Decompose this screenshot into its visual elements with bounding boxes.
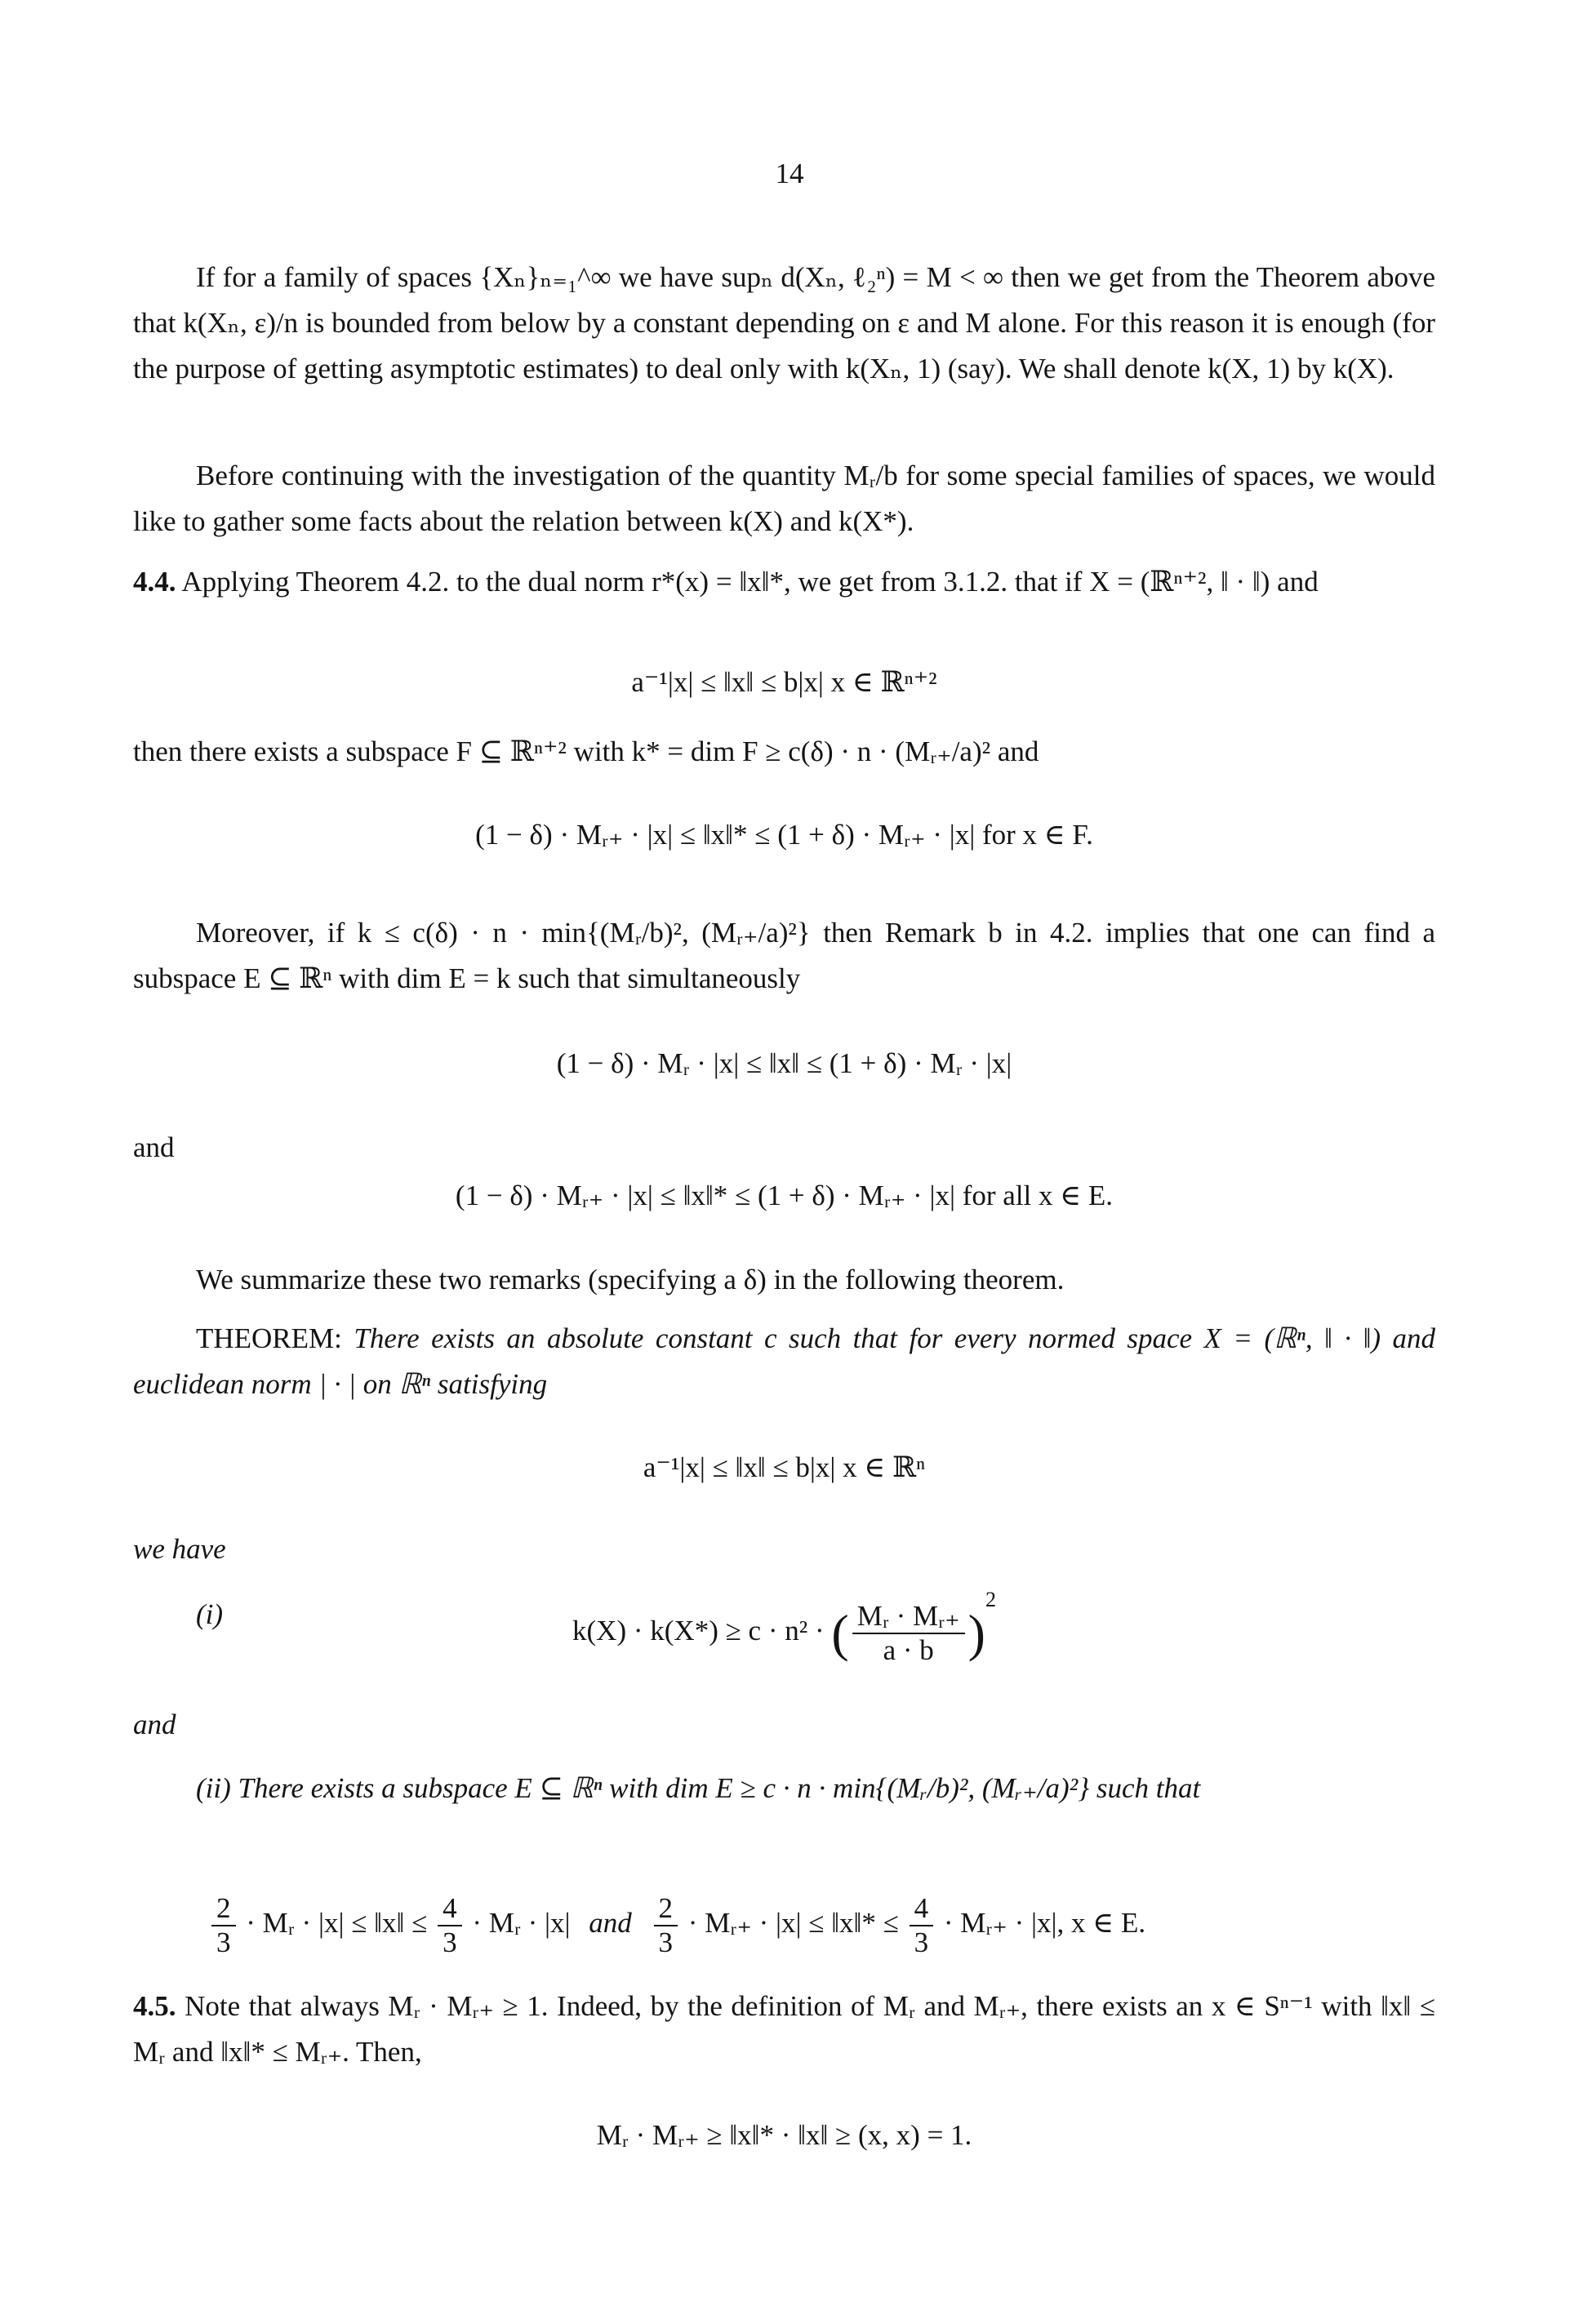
eq7-and: and xyxy=(589,1907,632,1940)
section-4-4 xyxy=(133,559,1435,605)
eq7-part-d: · Mᵣ₊ · |x|, x ∈ E. xyxy=(943,1907,1146,1940)
section-4-5-text: Note that always Mᵣ · Mᵣ₊ ≥ 1. Indeed, by the definition of Mᵣ and Mᵣ₊, there exists an x ∈ Sⁿ⁻¹ with ‖x‖ ≤ Mᵣ and ‖x‖* ≤ Mᵣ₊. Then, xyxy=(133,1990,1436,2068)
eq7-frac-2 xyxy=(438,1892,462,1959)
page-number: 14 xyxy=(775,158,804,189)
eq6-lhs: k(X) · k(X*) ≥ c · n² · xyxy=(572,1615,825,1647)
paragraph-moreover: Moreover, if k ≤ c(δ) · n · min{(Mᵣ/b)², (Mᵣ₊/a)²} then Remark b in 4.2. implies that one can find a subspace E ⊆ ℝⁿ with dim E = k such that simultaneously xyxy=(133,917,1435,994)
equation-norm-bounds-1: a⁻¹|x| ≤ ‖x‖ ≤ b|x| x ∈ ℝⁿ⁺² xyxy=(631,666,937,698)
text-and-2: and xyxy=(133,1709,176,1740)
theorem-statement xyxy=(133,1316,1435,1407)
equation-k-product xyxy=(133,1588,1435,1667)
eq7-part-b: · Mᵣ · |x| xyxy=(472,1907,571,1940)
eq7-frac-2-den: 3 xyxy=(443,1926,457,1958)
theorem-text: There exists an absolute constant c such that for every normed space X = (ℝⁿ, ‖ · ‖) and euclidean norm | · | on ℝⁿ satisfying xyxy=(133,1322,1436,1400)
paragraph-before-continuing: Before continuing with the investigation of the quantity Mᵣ/b for some special families of spaces, we would like to gather some facts about the relation between k(X) and k(X*). xyxy=(133,460,1435,537)
section-4-5 xyxy=(133,1984,1435,2075)
section-number-4-5: 4.5. xyxy=(133,1990,176,2022)
eq7-frac-3-den: 3 xyxy=(658,1926,674,1958)
eq7-frac-4-den: 3 xyxy=(914,1926,929,1958)
eq7-frac-1-den: 3 xyxy=(216,1926,231,1958)
eq7-frac-4-num: 4 xyxy=(910,1892,934,1926)
item-ii: (ii) There exists a subspace E ⊆ ℝⁿ with dim E ≥ c · n · min{(Mᵣ/b)², (Mᵣ₊/a)²} such that xyxy=(196,1772,1201,1804)
section-4-4-text: Applying Theorem 4.2. to the dual norm r*(x) = ‖x‖*, we get from 3.1.2. that if X = (ℝⁿ⁺², ‖ · ‖) and xyxy=(181,566,1319,598)
eq6-fraction xyxy=(852,1600,965,1667)
equation-product-inequality: Mᵣ · Mᵣ₊ ≥ ‖x‖* · ‖x‖ ≥ (x, x) = 1. xyxy=(596,2119,972,2151)
equation-dual-norm-E: (1 − δ) · Mᵣ₊ · |x| ≤ ‖x‖* ≤ (1 + δ) · Mᵣ₊ · |x| for all x ∈ E. xyxy=(455,1180,1114,1211)
eq7-frac-4 xyxy=(910,1892,934,1959)
theorem-label: THEOREM: xyxy=(196,1322,342,1354)
section-number-4-4: 4.4. xyxy=(133,566,176,598)
eq6-close-paren: ) xyxy=(967,1604,985,1662)
paragraph-summarize: We summarize these two remarks (specifying a δ) in the following theorem. xyxy=(196,1264,1065,1295)
item-i-label: (i) xyxy=(196,1598,224,1630)
eq6-numerator: Mᵣ · Mᵣ₊ xyxy=(852,1600,965,1634)
equation-two-thirds-bounds xyxy=(208,1892,1510,1959)
paragraph-subspace-F: then there exists a subspace F ⊆ ℝⁿ⁺² with k* = dim F ≥ c(δ) · n · (Mᵣ₊/a)² and xyxy=(133,735,1039,767)
eq7-part-c: · Mᵣ₊ · |x| ≤ ‖x‖* ≤ xyxy=(687,1907,899,1940)
eq7-frac-3-num: 2 xyxy=(654,1892,678,1926)
eq7-frac-1-num: 2 xyxy=(211,1892,236,1926)
equation-dual-norm-F: (1 − δ) · Mᵣ₊ · |x| ≤ ‖x‖* ≤ (1 + δ) · Mᵣ₊ · |x| for x ∈ F. xyxy=(475,819,1093,851)
eq6-exponent: 2 xyxy=(985,1588,996,1612)
eq7-frac-1 xyxy=(211,1892,236,1959)
eq7-part-a: · Mᵣ · |x| ≤ ‖x‖ ≤ xyxy=(246,1907,428,1940)
eq7-frac-2-num: 4 xyxy=(438,1892,462,1926)
eq6-open-paren: ( xyxy=(831,1604,849,1662)
eq6-denominator: a · b xyxy=(883,1634,934,1666)
text-and: and xyxy=(133,1131,175,1163)
paragraph-family-of-spaces: If for a family of spaces {Xₙ}ₙ₌₁^∞ we have supₙ d(Xₙ, ℓ₂ⁿ) = M < ∞ then we get from the Theorem above that k(Xₙ, ε)/n is bounded from below by a constant depending on ε and M alone. For this reason it is enough (for the purpose of getting asymptotic estimates) to deal only with k(Xₙ, 1) (say). We shall denote k(X, 1) by k(X). xyxy=(133,261,1435,384)
equation-norm-E: (1 − δ) · Mᵣ · |x| ≤ ‖x‖ ≤ (1 + δ) · Mᵣ · |x| xyxy=(556,1047,1012,1079)
eq7-frac-3 xyxy=(654,1892,678,1959)
equation-norm-bounds-2: a⁻¹|x| ≤ ‖x‖ ≤ b|x| x ∈ ℝⁿ xyxy=(643,1451,926,1483)
text-we-have: we have xyxy=(133,1533,226,1565)
